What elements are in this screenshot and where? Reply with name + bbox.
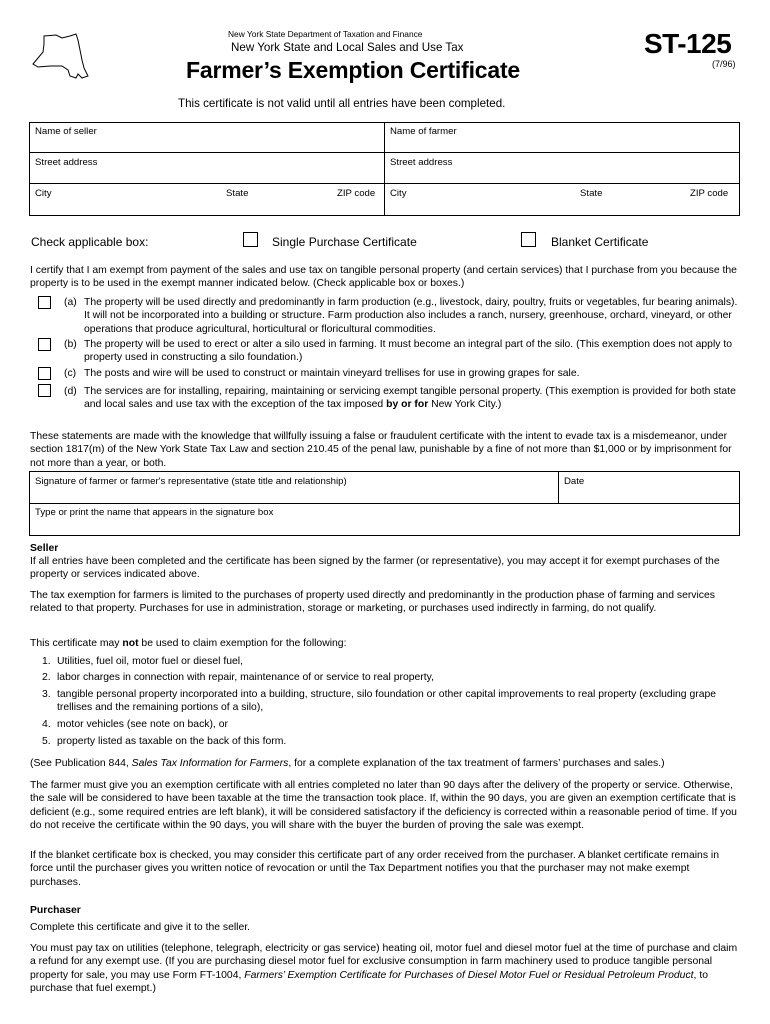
option-d-letter: (d) (64, 386, 77, 397)
option-d-checkbox[interactable] (38, 384, 51, 397)
list-item-text: labor charges in connection with repair, maintenance of or service to real property, (57, 672, 434, 683)
option-c-checkbox[interactable] (38, 367, 51, 380)
department-name: New York State Department of Taxation and Finance (228, 29, 423, 39)
signature-divider-h (29, 503, 740, 504)
single-purchase-label: Single Purchase Certificate (272, 235, 417, 249)
seller-street-field[interactable]: Street address (35, 157, 98, 168)
new-york-state-outline-icon (30, 32, 90, 80)
list-item-number: 1. (42, 656, 51, 667)
name-of-seller-field[interactable]: Name of seller (35, 126, 97, 137)
seller-p1: If all entries have been completed and the certificate has been signed by the farmer (or representative), you may accept it for exempt purchases of the property or services indicated above. (30, 556, 720, 581)
purchaser-p2-a: You must pay tax on utilities (telephone, telegraph, electricity or gas service) heating oil, motor fuel and diesel motor fuel at the time of purchase and claim a refund for any exempt use. (If you are purchasing diesel motor fuel for exclusive consumption in farm machinery used to produce tangible personal property for sale, you may use Form FT-1004, (30, 943, 738, 981)
seller-p3-b: be used to claim exemption for the following: (138, 638, 347, 649)
purchaser-p2-b: , to purchase that fuel exempt.) (30, 969, 708, 995)
option-b-checkbox[interactable] (38, 338, 51, 351)
option-c-text: The posts and wire will be used to construct or maintain vineyard trellises for use in growing grapes for sale. (84, 368, 580, 379)
list-item-number: 5. (42, 736, 51, 747)
option-a-checkbox[interactable] (38, 296, 51, 309)
farmer-zip-field[interactable]: ZIP code (690, 188, 729, 199)
tax-name: New York State and Local Sales and Use Tax (231, 41, 464, 54)
seller-p3 (30, 637, 742, 650)
option-a-text: The property will be used directly and predominantly in farm production (e.g., livestock, dairy, poultry, fruits or vegetables, fur bearing animals). It will not be incorporated into a building or structure. Farm production also includes a ranch, nursery, greenhouse, orchard, vineyard, or other operations that produce agricultural, horticultural or floricultural commodities. (84, 297, 738, 335)
list-item-text: property listed as taxable on the back of this form. (57, 736, 287, 747)
list-item-number: 4. (42, 719, 51, 730)
name-of-farmer-field[interactable]: Name of farmer (390, 126, 457, 137)
blanket-checkbox[interactable] (521, 232, 536, 247)
publication-title: Sales Tax Information for Farmers (131, 758, 289, 769)
option-c-letter: (c) (64, 368, 77, 379)
list-item-text: Utilities, fuel oil, motor fuel or diesel fuel, (57, 656, 243, 667)
signature-divider-v (558, 471, 559, 503)
form-date: (7/96) (712, 59, 736, 69)
purchaser-heading: Purchaser (30, 905, 81, 916)
seller-p3-a: This certificate may (30, 638, 123, 649)
option-d-text-bold: by or for (386, 399, 429, 411)
farmer-state-field[interactable]: State (580, 188, 603, 199)
seller-city-field[interactable]: City (35, 188, 52, 199)
list-item-text: motor vehicles (see note on back), or (57, 719, 228, 730)
check-box-label: Check applicable box: (31, 235, 149, 249)
option-b-text: The property will be used to erect or alter a silo used in farming. It must become an integral part of the silo. (This exemption does not apply to property used in constructing a silo foundation.) (84, 339, 733, 364)
form-number: ST-125 (644, 28, 732, 59)
seller-state-field[interactable]: State (226, 188, 249, 199)
seller-p4-b: , for a complete explanation of the tax treatment of farmers’ purchases and sales.) (288, 758, 665, 769)
printed-name-field[interactable]: Type or print the name that appears in the signature box (35, 507, 274, 518)
seller-p6: If the blanket certificate box is checked, you may consider this certificate part of any order received from the purchaser. A blanket certificate remains in force until the purchaser gives you written notice of revocation or until the Tax Department notifies you that the purchaser may not make exempt purchases. (30, 850, 720, 888)
penalty-statement: These statements are made with the knowledge that willfully issuing a false or fraudulent certificate with the intent to evade tax is a misdemeanor, under section 1817(m) of the New York State Tax Law and section 210.45 of the penal law, punishable by a fine of not more than $1,000 or by imprisonment for not more than a year, or both. (30, 431, 732, 469)
option-a-letter: (a) (64, 297, 77, 308)
validity-notice: This certificate is not valid until all entries have been completed. (178, 97, 506, 110)
box-divider-v (384, 122, 385, 216)
option-b-letter: (b) (64, 339, 77, 350)
list-item-number: 3. (42, 689, 51, 700)
seller-heading: Seller (30, 543, 59, 554)
single-purchase-checkbox[interactable] (243, 232, 258, 247)
blanket-label: Blanket Certificate (551, 235, 649, 249)
option-d-text (84, 385, 744, 412)
farmer-street-field[interactable]: Street address (390, 157, 453, 168)
list-item-text: tangible personal property incorporated into a building, structure, silo foundation or other capital improvements to real property (excluding grape trellises and the remaining portions of a silo), (57, 689, 717, 714)
seller-p5: The farmer must give you an exemption certificate with all entries completed no later than 90 days after the delivery of the property or service. Otherwise, the sale will be considered to have been taxable at the time the transaction took place. If, within the 90 days, you are given an exemption certificate that is deficient (e.g., some required entries are left blank), it will be considered satisfactory if the deficiency is corrected within a reasonable period of time. If you do not receive the certificate within the 90 days, you will share with the buyer the burden of proving the sale was exempt. (30, 780, 737, 832)
option-d-text-part1: The services are for installing, repairing, maintaining or servicing exempt tangible personal property. (This exemption is provided for both state and local sales and use tax with the exception of the tax imposed (84, 386, 736, 411)
ft-1004-title: Farmers’ Exemption Certificate for Purchases of Diesel Motor Fuel or Residual Petroleum Product (244, 969, 694, 981)
certify-intro: I certify that I am exempt from payment of the sales and use tax on tangible personal property (and certain services) that I purchase from you because the property is to be used in the exempt manner indicated below. (Check applicable box or boxes.) (30, 265, 737, 290)
farmer-city-field[interactable]: City (390, 188, 407, 199)
list-item-number: 2. (42, 672, 51, 683)
signature-field[interactable]: Signature of farmer or farmer's representative (state title and relationship) (35, 476, 347, 487)
option-d-text-part2: New York City.) (428, 399, 502, 411)
purchaser-p1: Complete this certificate and give it to the seller. (30, 922, 251, 933)
seller-p3-bold: not (122, 638, 139, 649)
date-field[interactable]: Date (564, 476, 585, 487)
seller-p4 (30, 757, 742, 770)
page-title: Farmer’s Exemption Certificate (186, 57, 521, 83)
seller-zip-field[interactable]: ZIP code (337, 188, 376, 199)
purchaser-p2 (30, 942, 742, 996)
seller-p2: The tax exemption for farmers is limited to the purchases of property used directly and predominantly in the production phase of farming and services related to that property. Purchases for use in administration, storage or marketing, or purchases used indirectly in farming, do not qualify. (30, 590, 715, 615)
seller-p4-a: (See Publication 844, (30, 758, 132, 769)
